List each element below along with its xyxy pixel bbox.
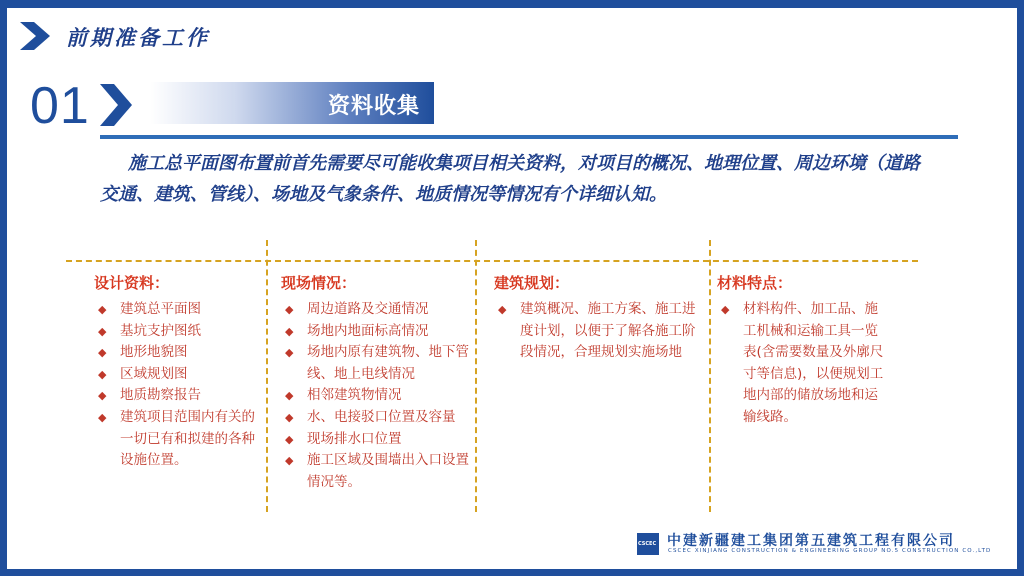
diamond-bullet-icon: ◆	[98, 367, 107, 381]
list-item: ◆ 现场排水口位置	[281, 429, 473, 451]
diamond-bullet-icon: ◆	[98, 389, 107, 403]
diamond-bullet-icon: ◆	[285, 432, 294, 446]
diamond-bullet-icon: ◆	[98, 324, 107, 338]
item-list	[494, 299, 704, 364]
section-banner-label: 资料收集	[327, 94, 420, 119]
vertical-dashed-divider	[709, 240, 711, 512]
chevron-right-icon	[20, 22, 52, 50]
item-list	[94, 299, 264, 472]
diamond-bullet-icon: ◆	[98, 346, 107, 360]
diamond-bullet-icon: ◆	[98, 303, 107, 316]
diamond-bullet-icon: ◆	[498, 303, 507, 316]
list-item: ◆ 建筑概况、施工方案、施工进度计划，以便于了解各施工阶段情况，合理规划实施场地	[498, 301, 696, 361]
company-logo-icon	[637, 533, 659, 555]
list-item: ◆ 相邻建筑物情况	[281, 385, 473, 407]
list-item: ◆ 周边道路及交通情况	[281, 299, 473, 321]
vertical-dashed-divider	[266, 240, 268, 512]
diamond-bullet-icon: ◆	[285, 324, 294, 338]
vertical-dashed-divider	[475, 240, 477, 512]
list-item: ◆ 区域规划图	[94, 364, 264, 386]
intro-paragraph	[100, 148, 930, 210]
list-item: ◆ 基坑支护图纸	[94, 321, 264, 343]
diamond-bullet-icon: ◆	[98, 410, 107, 424]
column-design-materials	[94, 272, 264, 472]
company-name-cn: 中建新疆建工集团第五建筑工程有限公司	[667, 533, 955, 549]
column-title: 设计资料：	[94, 274, 170, 292]
intro-text: 施工总平面图布置前首先需要尽可能收集项目相关资料，对项目的概况、地理位置、周边环境（道路交通、建筑、管线）、场地及气象条件、地质情况等情况有个详细认知。	[100, 153, 920, 205]
list-item: ◆ 场地内地面标高情况	[281, 321, 473, 343]
frame-left-bar	[0, 0, 7, 576]
diamond-bullet-icon: ◆	[285, 346, 294, 360]
diamond-bullet-icon: ◆	[285, 303, 294, 316]
column-title: 现场情况：	[281, 274, 357, 292]
frame-right-bar	[1017, 0, 1024, 576]
list-item: ◆ 施工区域及围墙出入口设置情况等。	[285, 452, 469, 490]
column-material-features	[717, 272, 889, 429]
item-list	[717, 299, 889, 429]
frame-bottom-bar	[0, 569, 1024, 576]
diamond-bullet-icon: ◆	[721, 303, 730, 316]
diamond-bullet-icon: ◆	[285, 389, 294, 403]
column-site-conditions	[281, 272, 473, 493]
section-banner	[150, 82, 434, 124]
list-item: ◆ 建筑项目范围内有关的一切已有和拟建的各种设施位置。	[98, 408, 255, 469]
list-item: ◆ 材料构件、加工品、施工机械和运输工具一览表(含需要数量及外廓尺寸等信息)，以便规划工地内部的储放场地和运输线路。	[721, 301, 884, 425]
section-number: 01	[30, 77, 90, 135]
column-title: 建筑规划：	[494, 274, 570, 292]
page-title: 前期准备工作	[66, 25, 210, 50]
section-divider	[100, 135, 958, 139]
list-item: ◆ 建筑总平面图	[94, 299, 264, 321]
frame-top-bar	[0, 0, 1024, 8]
chevron-right-icon	[98, 84, 134, 126]
list-item: ◆ 场地内原有建筑物、地下管线、地上电线情况	[285, 344, 469, 382]
logo-text: CSCEC	[638, 541, 657, 547]
diamond-bullet-icon: ◆	[285, 410, 294, 424]
diamond-bullet-icon: ◆	[285, 454, 294, 468]
column-building-planning	[494, 272, 704, 364]
list-item: ◆ 地形地貌图	[94, 342, 264, 364]
company-name-en: CSCEC XINJIANG CONSTRUCTION & ENGINEERING GROUP NO.5 CONSTRUCTION CO.,LTD	[668, 548, 992, 554]
column-title: 材料特点：	[717, 274, 793, 292]
list-item: ◆ 水、电接驳口位置及容量	[281, 407, 473, 429]
list-item: ◆ 地质勘察报告	[94, 385, 264, 407]
item-list	[281, 299, 473, 493]
horizontal-dashed-divider	[66, 260, 918, 262]
